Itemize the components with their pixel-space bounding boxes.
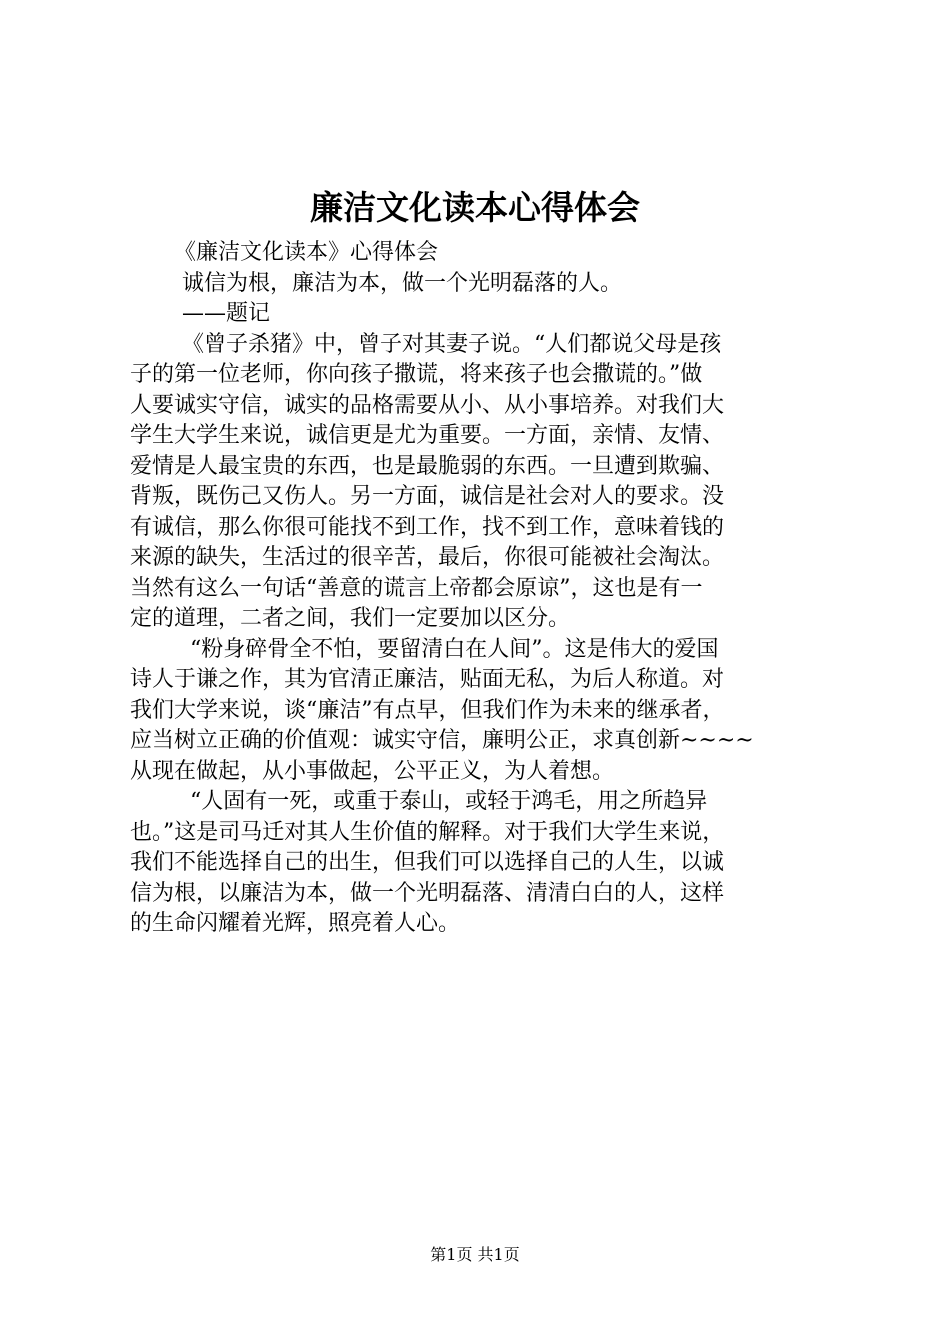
paragraph-1-line: 学生大学生来说，诚信更是尤为重要。一方面，亲情、友情、 [130, 423, 725, 448]
page-number-footer: 第1页 共1页 [430, 1245, 520, 1264]
paragraph-3-line: 我们不能选择自己的出生，但我们可以选择自己的人生，以诚 [130, 850, 725, 875]
paragraph-1-line: 当然有这么一句话“善意的谎言上帝都会原谅”，这也是有一 [130, 575, 703, 601]
subtitle-line: 《廉洁文化读本》心得体会 [174, 240, 439, 265]
paragraph-3-line: “人固有一死，或重于泰山，或轻于鸿毛，用之所趋异 [190, 789, 708, 814]
document-body [130, 238, 830, 940]
paragraph-1-line: 背叛，既伤己又伤人。另一方面，诚信是社会对人的要求。没 [130, 484, 725, 509]
epigraph-line: 诚信为根，廉洁为本，做一个光明磊落的人。 [182, 270, 623, 296]
paragraph-2-line: 从现在做起，从小事做起，公平正义，为人着想。 [130, 758, 615, 784]
paragraph-2-line: 应当树立正确的价值观：诚实守信，廉明公正，求真创新~~~~ [130, 728, 754, 753]
paragraph-1-line: 子的第一位老师，你向孩子撒谎，将来孩子也会撒谎的。”做 [130, 362, 703, 387]
paragraph-1-line: 爱情是人最宝贵的东西，也是最脆弱的东西。一旦遭到欺骗、 [130, 453, 725, 479]
paragraph-1-line: 《曾子杀猪》中，曾子对其妻子说。“人们都说父母是孩 [182, 331, 722, 357]
paragraph-1-line: 定的道理，二者之间，我们一定要加以区分。 [130, 606, 571, 631]
paragraph-3-line: 信为根，以廉洁为本，做一个光明磊落、清清白白的人，这样 [130, 880, 725, 906]
paragraph-1-line: 有诚信，那么你很可能找不到工作，找不到工作，意味着钱的 [130, 514, 725, 540]
paragraph-3-line: 也。”这是司马迁对其人生价值的解释。对于我们大学生来说， [130, 819, 725, 845]
paragraph-2-line: 我们大学来说，谈“廉洁”有点早，但我们作为未来的继承者， [130, 697, 725, 723]
paragraph-3-line: 的生命闪耀着光辉，照亮着人心。 [130, 911, 461, 936]
paragraph-2-line: 诗人于谦之作，其为官清正廉洁，贴面无私，为后人称道。对 [130, 667, 725, 692]
paragraph-2-line: “粉身碎骨全不怕，要留清白在人间”。这是伟大的爱国 [190, 636, 719, 662]
paragraph-1-line: 人要诚实守信，诚实的品格需要从小、从小事培养。对我们大 [130, 392, 725, 418]
paragraph-1-line: 来源的缺失，生活过的很辛苦，最后，你很可能被社会淘汰。 [130, 545, 725, 570]
epigraph-attribution: ——题记 [182, 301, 271, 326]
page-title: 廉洁文化读本心得体会 [310, 188, 640, 227]
